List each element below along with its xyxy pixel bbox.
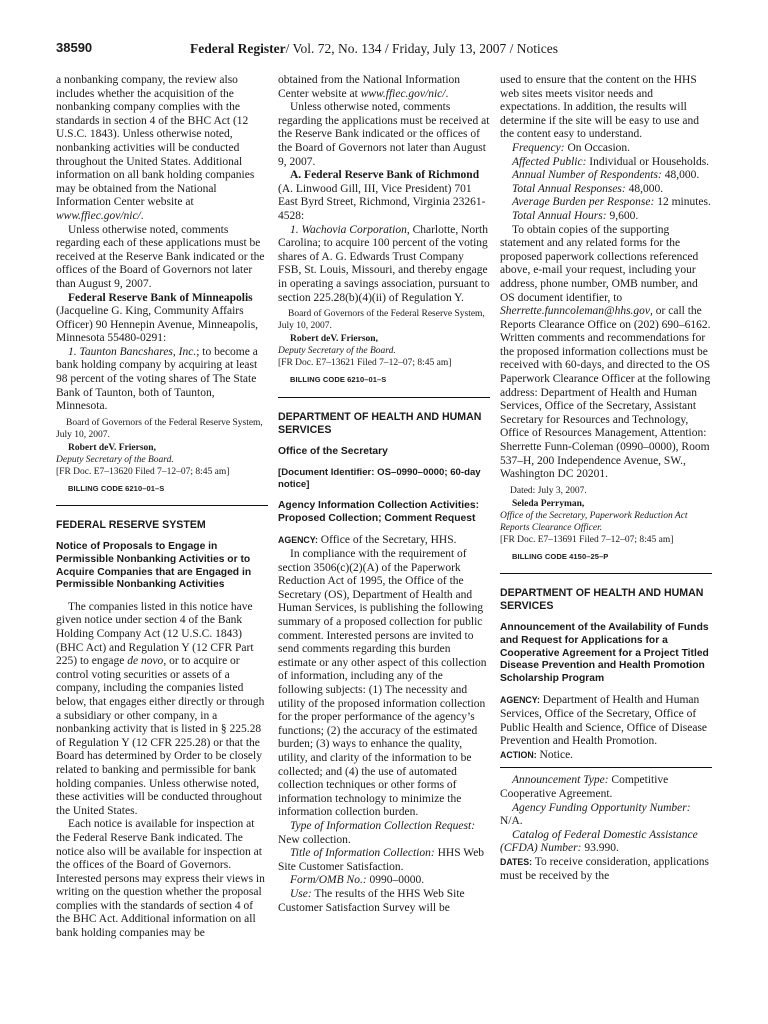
journal-name: Federal Register xyxy=(190,41,286,56)
field-line: Frequency: On Occasion. xyxy=(512,141,631,154)
item-paragraph: 1. Taunton Bancshares, Inc.; to become a bank holding company by acquiring at least 98 percent of the voting shares of The State Bank of Taunton, both of Taunton, Minnesota. xyxy=(56,345,258,413)
signer-name: Seleda Perryman, xyxy=(512,498,585,509)
department-heading: DEPARTMENT OF HEALTH AND HUMAN SERVICES xyxy=(278,410,482,436)
field-line: Use: The results of the HHS Web Site Customer Satisfaction Survey will be xyxy=(278,887,465,914)
paragraph: used to ensure that the content on the HHS web sites meets visitor needs and expectations. In addition, the results will determine if the site will be easy to use and the content easy to understand. xyxy=(500,74,699,141)
dates-line: DATES: To receive consideration, applications must be received by the xyxy=(500,855,709,882)
column-1 xyxy=(56,74,268,941)
fr-doc-line: [FR Doc. E7–13691 Filed 7–12–07; 8:45 am] xyxy=(500,534,674,545)
agency-heading: FEDERAL RESERVE SYSTEM xyxy=(56,519,206,532)
signer-name: Robert deV. Frierson, xyxy=(68,442,156,453)
notice-title: Announcement of the Availability of Funds and Request for Applications for a Cooperative Agreement for a Project Titled Disease Prevention and Health Promotion Scholarship Program xyxy=(500,622,709,684)
paragraph: The companies listed in this notice have given notice under section 4 of the Bank Holding Company Act (12 U.S.C. 1843) (BHC Act) and Regulation Y (12 CFR Part 225) to engage de novo, or to acquire or control voting securities or assets of a company, including the companies listed below, that engages either directly or through a subsidiary or other company, in a nonbanking activity that is listed in § 225.28 of Regulation Y (12 CFR 225.28) or that the Board has determined by Order to be closely related to banking and permissible for bank holding companies. Unless otherwise noted, these activities will be conducted throughout the United States. xyxy=(56,600,265,817)
field-line: Announcement Type: Competitive Cooperative Agreement. xyxy=(500,774,669,800)
board-line: Board of Governors of the Federal Reserve System, July 10, 2007. xyxy=(56,417,263,440)
issue-meta: / Vol. 72, No. 134 / Friday, July 13, 2007 / Notices xyxy=(285,41,558,56)
agency-line: AGENCY: Office of the Secretary, HHS. xyxy=(278,534,457,547)
billing-code: BILLING CODE 6210–01–S xyxy=(68,483,165,493)
notice-title: Agency Information Collection Activities: Proposed Collection; Comment Request xyxy=(278,500,480,524)
paragraph: a nonbanking company, the review also includes whether the acquisition of the nonbanking company complies with the standards in section 4 of the BHC Act (12 U.S.C. 1843). Unless otherwise noted, nonbanking activities will be conducted throughout the United States. Additional information on all bank holding companies may be obtained from the National Information Center website at www.ffiec.gov/nic/. xyxy=(56,74,255,222)
bank-paragraph: A. Federal Reserve Bank of Richmond (A. Linwood Gill, III, Vice President) 701 East Byrd Street, Richmond, Virginia 23261-4528: xyxy=(278,169,486,222)
column-2 xyxy=(278,74,490,915)
office-heading: Office of the Secretary xyxy=(278,445,388,457)
column-3 xyxy=(500,74,712,883)
field-line: Type of Information Collection Request: New collection. xyxy=(278,819,476,846)
notice-title: Notice of Proposals to Engage in Permissible Nonbanking Activities or to Acquire Companies that are Engaged in Permissible Nonbanking Activities xyxy=(56,541,252,591)
field-line: Affected Public: Individual or Households. xyxy=(512,155,710,168)
dated-line: Dated: July 3, 2007. xyxy=(510,485,587,496)
section-divider xyxy=(56,505,268,506)
page-header xyxy=(0,0,768,66)
link-text: www.ffiec.gov/nic/ xyxy=(56,209,141,222)
fr-doc-line: [FR Doc. E7–13620 Filed 7–12–07; 8:45 am] xyxy=(56,466,230,477)
rule-divider xyxy=(500,767,712,768)
field-line: Annual Number of Respondents: 48,000. xyxy=(512,169,700,182)
document-identifier: [Document Identifier: OS–0990–0000; 60-day notice] xyxy=(278,467,481,491)
paragraph: obtained from the National Information Center website at www.ffiec.gov/nic/. xyxy=(278,74,461,100)
field-line: Catalog of Federal Domestic Assistance (CFDA) Number: 93.990. xyxy=(500,828,698,855)
bank-paragraph: Federal Reserve Bank of Minneapolis (Jacqueline G. King, Community Affairs Officer) 90 Hennepin Avenue, Minneapolis, Minnesota 55480-0291: xyxy=(56,291,259,345)
department-heading: DEPARTMENT OF HEALTH AND HUMAN SERVICES xyxy=(500,587,704,613)
running-title xyxy=(190,41,558,57)
board-line: Board of Governors of the Federal Reserve System, July 10, 2007. xyxy=(278,309,485,332)
field-line: Average Burden per Response: 12 minutes. xyxy=(512,196,711,209)
action-line: ACTION: Notice. xyxy=(500,748,574,761)
page-number: 38590 xyxy=(56,40,93,55)
signer-title: Deputy Secretary of the Board. xyxy=(278,346,396,357)
fr-doc-line: [FR Doc. E7–13621 Filed 7–12–07; 8:45 am] xyxy=(278,358,452,369)
email-text: Sherrette.funncoleman@hhs.gov xyxy=(500,305,651,318)
item-paragraph: 1. Wachovia Corporation, Charlotte, North Carolina; to acquire 100 percent of the voting shares of A. G. Edwards Trust Company FSB, St. Louis, Missouri, and thereby engage in operating a savings association, pursuant to section 225.28(b)(4)(ii) of Regulation Y. xyxy=(278,223,490,304)
paragraph: Unless otherwise noted, comments regarding the applications must be received at the Reserve Bank indicated or the offices of the Board of Governors not later than August 9, 2007. xyxy=(278,101,490,168)
billing-code: BILLING CODE 6210–01–S xyxy=(290,375,387,385)
signer-name: Robert deV. Frierson, xyxy=(290,334,378,345)
field-line: Agency Funding Opportunity Number: N/A. xyxy=(500,801,691,828)
signer-title: Deputy Secretary of the Board. xyxy=(56,454,174,465)
paragraph: Unless otherwise noted, comments regarding each of these applications must be received at the Reserve Bank indicated or the offices of the Board of Governors not later than August 9, 2007. xyxy=(56,223,265,290)
field-line: Title of Information Collection: HHS Web Site Customer Satisfaction. xyxy=(278,847,485,873)
agency-line: AGENCY: Department of Health and Human Services, Office of the Secretary, Office of Public Health and Science, Office of Disease Prevention and Health Promotion. xyxy=(500,694,708,748)
link-text: www.ffiec.gov/nic/ xyxy=(360,87,446,100)
field-line: Total Annual Responses: 48,000. xyxy=(512,182,664,195)
paragraph: In compliance with the requirement of section 3506(c)(2)(A) of the Paperwork Reduction Act of 1995, the Office of the Secretary (OS), Department of Health and Human Services, is publishing the following summary of a proposed collection for public comment. Interested persons are invited to send comments regarding this burden estimate or any other aspect of this collection of information, including any of the following subjects: (1) The necessity and utility of the proposed information collection for the proper performance of the agency’s functions; (2) the accuracy of the estimated burden; (3) ways to enhance the quality, utility, and clarity of the information to be collected; and (4) the use of automated collection techniques or other forms of information technology to minimize the information collection burden. xyxy=(278,548,487,819)
section-divider xyxy=(500,573,712,574)
signer-title: Office of the Secretary, Paperwork Reduction Act Reports Clearance Officer. xyxy=(500,510,688,533)
section-divider xyxy=(278,397,490,398)
field-line: Form/OMB No.: 0990–0000. xyxy=(290,874,425,887)
paragraph: Each notice is available for inspection at the Federal Reserve Bank indicated. The notice also will be available for inspection at the offices of the Board of Governors. Interested persons may express their views in writing on the question whether the proposal complies with the standards of section 4 of the BHC Act. Additional information on all bank holding companies may be xyxy=(56,818,265,940)
paragraph: To obtain copies of the supporting statement and any related forms for the proposed paperwork collections referenced above, e-mail your request, including your address, phone number, OMB number, and OS document identifier, to Sherrette.funncoleman@hhs.gov, or call the Reports Clearance Office on (202) 690–6162. Written comments and recommendations for the proposed information collections must be received with 60-days, and directed to the OS Paperwork Clearance Officer at the following address: Department of Health and Human Services, Office of the Secretary, Assistant Secretary for Resources and Technology, Office of Resources Management, Attention: Sherrette Funn-Coleman (0990–0000), Room 537–H, 200 Independence Avenue, SW., Washington DC 20201. xyxy=(500,223,711,481)
field-line: Total Annual Hours: 9,600. xyxy=(512,209,639,222)
billing-code: BILLING CODE 4150–25–P xyxy=(512,551,609,561)
